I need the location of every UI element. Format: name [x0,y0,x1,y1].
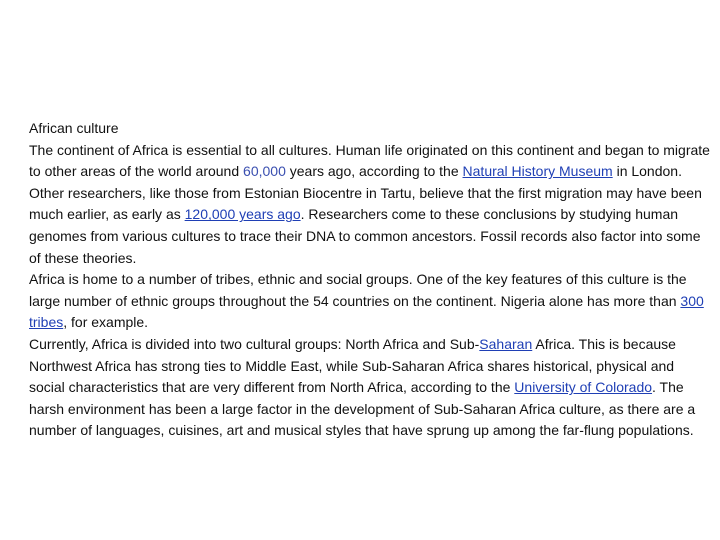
paragraph-origins-text-1: The continent of Africa is essential to all cultures. Human life originated on this continent and began to migrate to other areas of the world around [29,141,710,180]
link-300-tribes[interactable]: 300 tribes [29,292,704,331]
link-natural-history-museum[interactable]: Natural History Museum [462,163,613,180]
paragraph-tribes [29,269,713,334]
paragraph-origins-text-3: in London. Other researchers, like those from Estonian Biocentre in Tartu, believe that the first migration may have been much earlier, as early as [29,163,702,223]
paragraph-groups-text-3: . The harsh environment has been a large factor in the development of Sub-Saharan Africa culture, as there are a number of languages, cuisines, art and musical styles that have sprung up among the far-flung populations. [29,379,696,439]
document-title: African culture [29,120,119,136]
paragraph-tribes-text-1: Africa is home to a number of tribes, ethnic and social groups. One of the key features of this culture is the large number of ethnic groups throughout the 54 countries on the continent. Nigeria alone has more than [29,271,687,309]
paragraph-groups-text-2: Africa. This is because Northwest Africa has strong ties to Middle East, while Sub-Saharan Africa shares historical, physical and social characteristics that are very different from North Africa, according to the [29,335,676,396]
paragraph-groups-text-1: Currently, Africa is divided into two cultural groups: North Africa and Sub- [29,335,480,352]
paragraph-origins-text-2: years ago, according to the [285,163,463,180]
paragraph-cultural-groups [29,334,713,442]
years-value: 60,000 [243,163,286,180]
link-120000-years-ago[interactable]: 120,000 years ago [184,206,301,223]
link-university-of-colorado[interactable]: University of Colorado [514,379,653,396]
paragraph-tribes-text-2: , for example. [63,314,149,331]
paragraph-origins [29,140,713,270]
paragraph-origins-text-4: . Researchers come to these conclusions by studying human genomes from various cultures to trace their DNA to common ancestors. Fossil records also factor into some of these theories. [29,206,701,266]
text-body [29,118,713,442]
link-saharan[interactable]: Saharan [479,335,533,352]
